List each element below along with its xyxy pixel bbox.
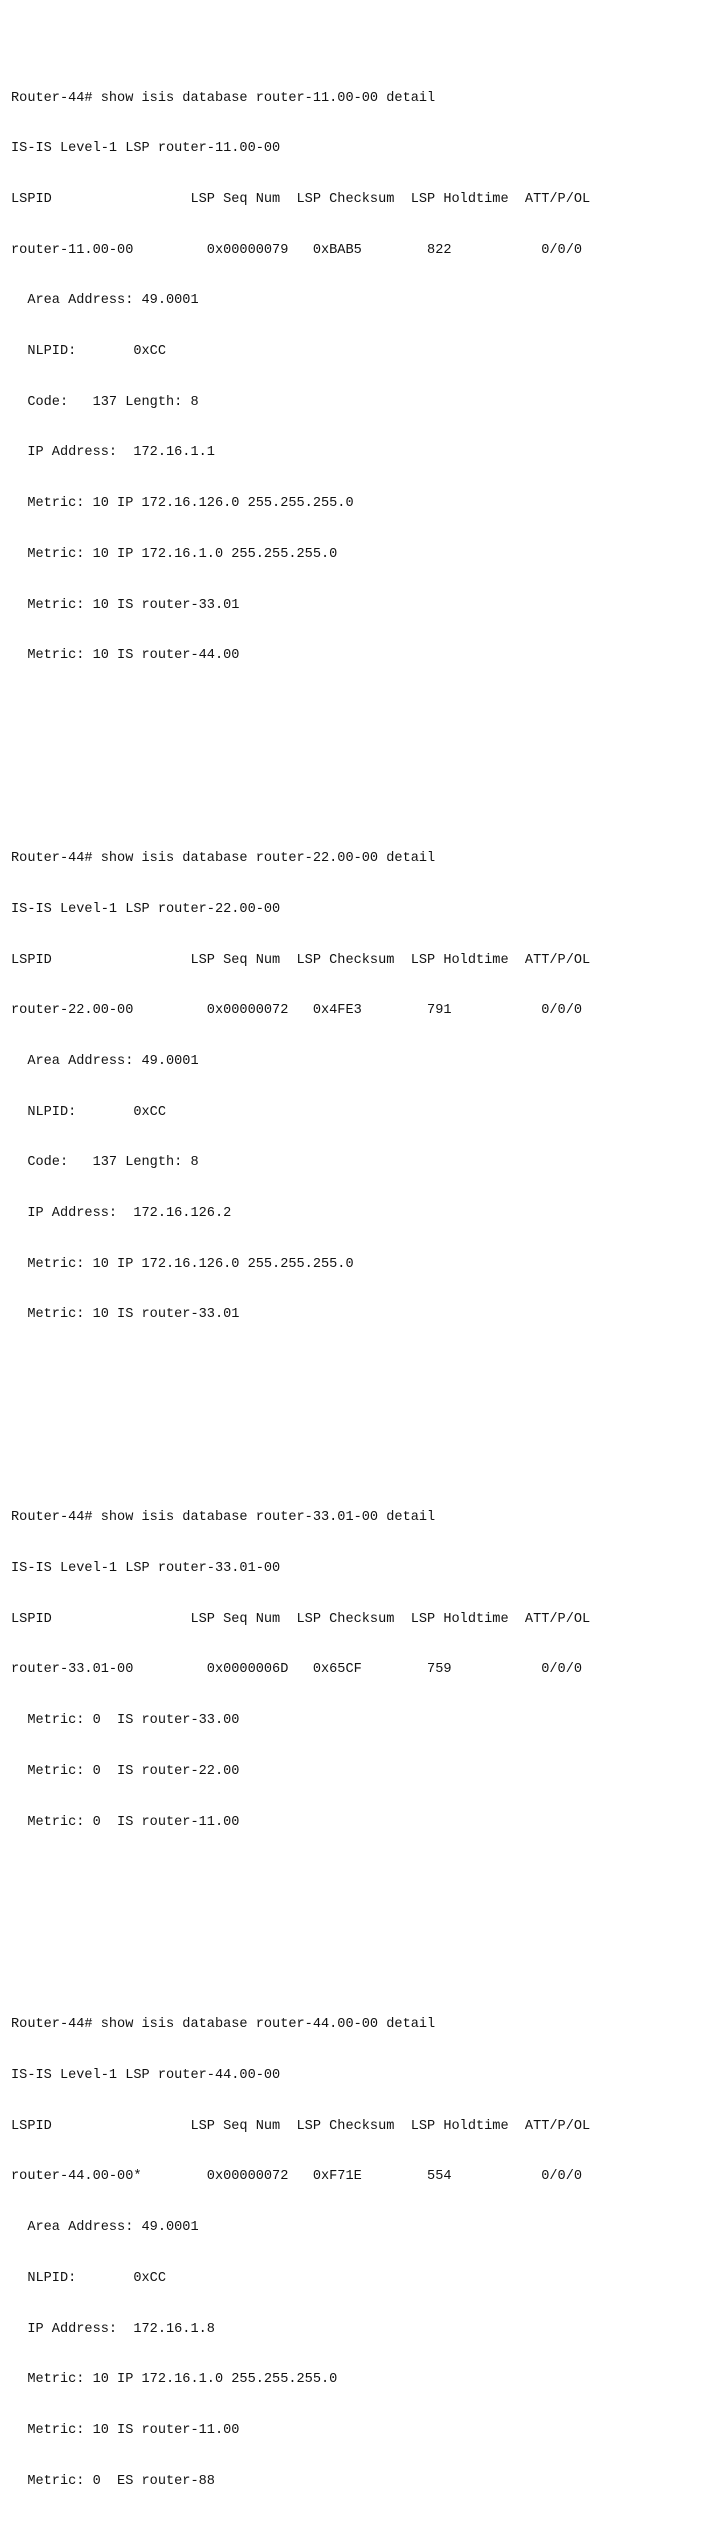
command-block-router-11 <box>11 57 706 699</box>
command-line: Router-44# show isis database router-22.00-00 detail <box>11 851 436 867</box>
detail-line: Metric: 10 IP 172.16.1.0 255.255.255.0 <box>11 2372 338 2388</box>
command-block-router-33 <box>11 1476 706 1865</box>
detail-line: Metric: 10 IP 172.16.1.0 255.255.255.0 <box>11 546 338 562</box>
blank-line <box>11 1392 706 1409</box>
detail-line: IP Address: 172.16.1.8 <box>11 2321 215 2337</box>
detail-line: Metric: 0 IS router-33.00 <box>11 1713 240 1729</box>
detail-line: NLPID: 0xCC <box>11 1104 166 1120</box>
lsp-header-line: IS-IS Level-1 LSP router-11.00-00 <box>11 141 281 157</box>
blank-line <box>11 1899 706 1916</box>
detail-line: NLPID: 0xCC <box>11 2270 166 2286</box>
detail-line: Area Address: 49.0001 <box>11 2220 199 2236</box>
lsp-summary-row: router-11.00-00 0x00000079 0xBAB5 822 0/0/0 <box>11 242 583 258</box>
detail-line: Metric: 10 IS router-33.01 <box>11 597 240 613</box>
detail-line: Metric: 0 IS router-22.00 <box>11 1763 240 1779</box>
lsp-summary-row: router-22.00-00 0x00000072 0x4FE3 791 0/0/0 <box>11 1003 583 1019</box>
detail-line: NLPID: 0xCC <box>11 344 166 360</box>
column-header-line: LSPID LSP Seq Num LSP Checksum LSP Holdtime ATT/P/OL <box>11 2118 591 2134</box>
detail-line: Code: 137 Length: 8 <box>11 1155 199 1171</box>
detail-line: Metric: 10 IS router-33.01 <box>11 1307 240 1323</box>
lsp-header-line: IS-IS Level-1 LSP router-33.01-00 <box>11 1560 281 1576</box>
command-block-router-44 <box>11 1984 706 2525</box>
detail-line: Metric: 10 IP 172.16.126.0 255.255.255.0 <box>11 496 354 512</box>
detail-line: IP Address: 172.16.1.1 <box>11 445 215 461</box>
column-header-line: LSPID LSP Seq Num LSP Checksum LSP Holdtime ATT/P/OL <box>11 1611 591 1627</box>
lsp-header-line: IS-IS Level-1 LSP router-22.00-00 <box>11 901 281 917</box>
detail-line: Code: 137 Length: 8 <box>11 394 199 410</box>
detail-line: Area Address: 49.0001 <box>11 1053 199 1069</box>
command-line: Router-44# show isis database router-33.01-00 detail <box>11 1510 436 1526</box>
detail-line: IP Address: 172.16.126.2 <box>11 1206 232 1222</box>
command-line: Router-44# show isis database router-44.00-00 detail <box>11 2017 436 2033</box>
detail-line: Metric: 10 IS router-11.00 <box>11 2422 240 2438</box>
detail-line: Metric: 10 IS router-44.00 <box>11 648 240 664</box>
lsp-header-line: IS-IS Level-1 LSP router-44.00-00 <box>11 2068 281 2084</box>
blank-line <box>11 733 706 750</box>
lsp-summary-row: router-33.01-00 0x0000006D 0x65CF 759 0/0/0 <box>11 1662 583 1678</box>
column-header-line: LSPID LSP Seq Num LSP Checksum LSP Holdtime ATT/P/OL <box>11 191 591 207</box>
command-block-router-22 <box>11 817 706 1358</box>
command-line: Router-44# show isis database router-11.00-00 detail <box>11 90 436 106</box>
lsp-summary-row: router-44.00-00* 0x00000072 0xF71E 554 0/0/0 <box>11 2169 583 2185</box>
column-header-line: LSPID LSP Seq Num LSP Checksum LSP Holdtime ATT/P/OL <box>11 952 591 968</box>
terminal-output <box>11 6 706 2541</box>
detail-line: Metric: 0 ES router-88 <box>11 2473 215 2489</box>
detail-line: Area Address: 49.0001 <box>11 293 199 309</box>
detail-line: Metric: 10 IP 172.16.126.0 255.255.255.0 <box>11 1256 354 1272</box>
detail-line: Metric: 0 IS router-11.00 <box>11 1814 240 1830</box>
